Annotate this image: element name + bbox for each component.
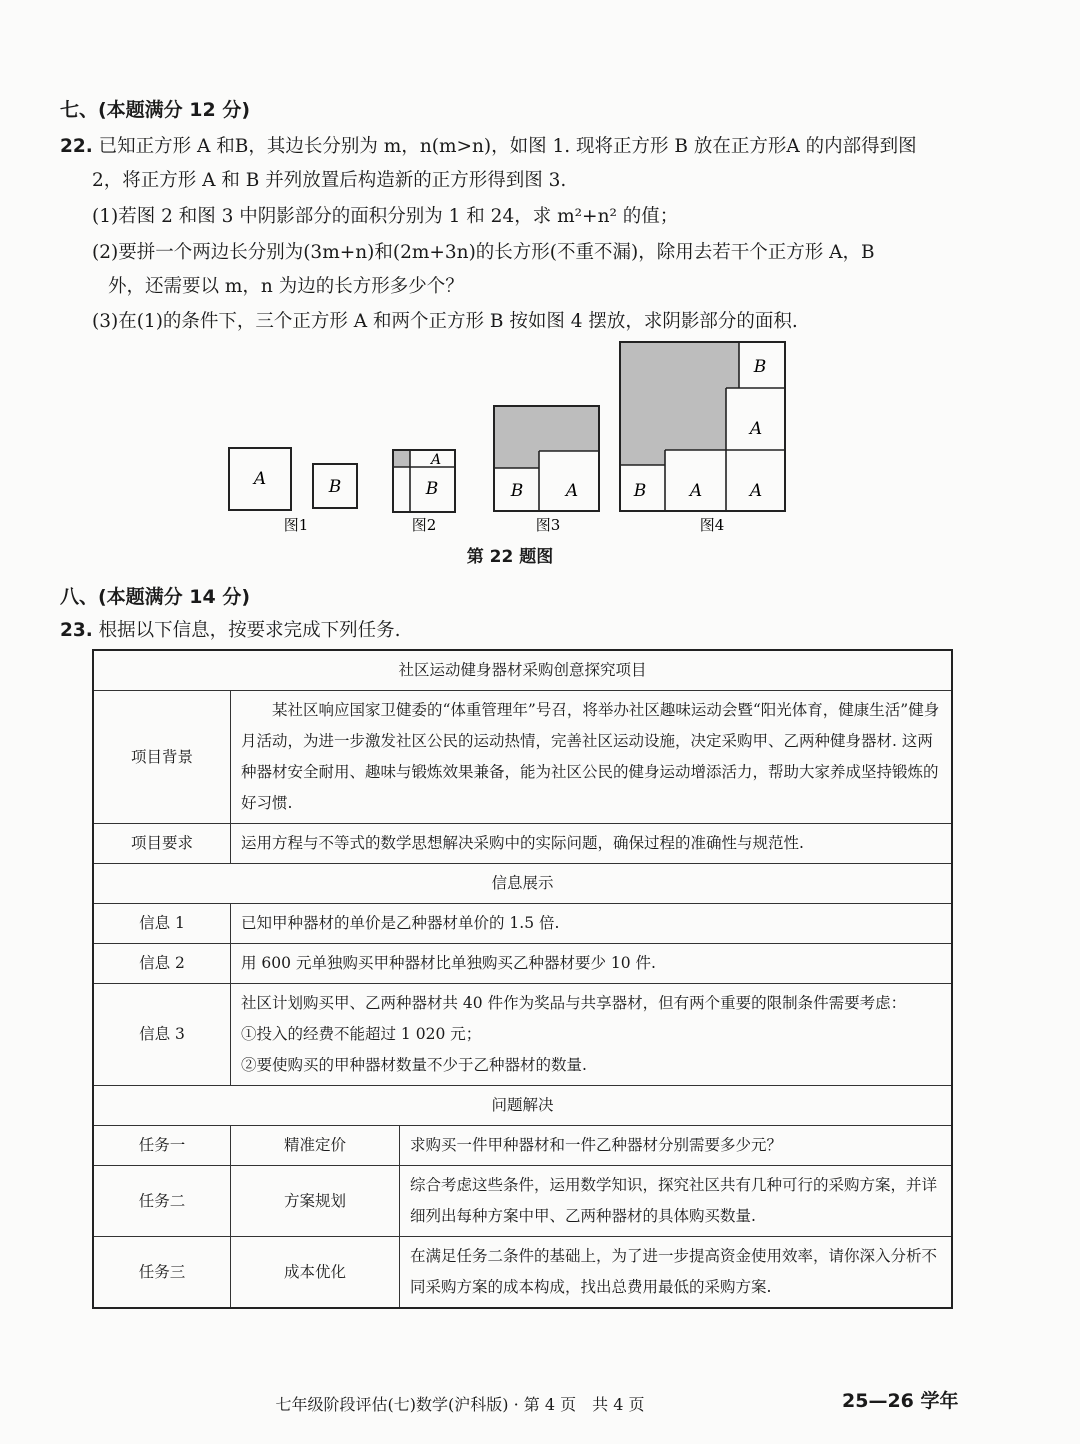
fig1-label-A: A	[253, 469, 267, 489]
table-title: 社区运动健身器材采购创意探究项目	[93, 650, 952, 691]
table-row	[93, 984, 952, 1086]
info2-label: 信息 2	[93, 944, 231, 984]
fig2-caption: 图2	[411, 516, 437, 534]
table-row	[93, 1166, 952, 1237]
fig4-label-A-right: A	[749, 419, 763, 439]
background-label: 项目背景	[93, 691, 231, 824]
q22-stem-1: 已知正方形 A 和B，其边长分别为 m，n(m>n)，如图 1. 现将正方形 B 放在正方形A 的内部得到图	[98, 136, 917, 157]
info2-text: 用 600 元单独购买甲种器材比单独购买乙种器材要少 10 件.	[231, 944, 953, 984]
fig4-group	[620, 342, 785, 534]
school-year: 25—26 学年	[842, 1390, 959, 1412]
fig2-label-B: B	[425, 479, 439, 499]
fig3-label-B: B	[510, 481, 524, 501]
task1-name: 精准定价	[231, 1126, 400, 1166]
task1-text: 求购买一件甲种器材和一件乙种器材分别需要多少元？	[400, 1126, 953, 1166]
project-table	[92, 649, 953, 1309]
task1-label: 任务一	[93, 1126, 231, 1166]
table-row	[93, 1237, 952, 1309]
q22-part2-line1: (2)要拼一个两边长分别为(3m+n)和(2m+3n)的长方形(不重不漏)，除用去若干个正方形 A，B	[92, 242, 875, 263]
q22-stem-2: 2，将正方形 A 和 B 并列放置后构造新的正方形得到图 3.	[92, 170, 567, 191]
figure-22-svg	[0, 330, 1080, 570]
task2-text: 综合考虑这些条件，运用数学知识，探究社区共有几种可行的采购方案，并详细列出每种方案中甲、乙两种器材的具体购买数量.	[400, 1166, 953, 1237]
info3-line2: ①投入的经费不能超过 1 020 元；	[241, 1025, 482, 1043]
table-row	[93, 944, 952, 984]
fig4-shaded	[620, 342, 739, 465]
q22-number: 22.	[60, 136, 93, 157]
q22-line1	[60, 132, 917, 158]
table-row	[93, 650, 952, 691]
q22-part3: (3)在(1)的条件下，三个正方形 A 和两个正方形 B 按如图 4 摆放，求阴影部分的面积.	[92, 311, 798, 332]
fig3-label-A: A	[565, 481, 579, 501]
info3-line1: 社区计划购买甲、乙两种器材共 40 件作为奖品与共享器材，但有两个重要的限制条件需要考虑：	[241, 994, 907, 1012]
q22-part2-line2: 外，还需要以 m，n 为边的长方形多少个？	[108, 276, 464, 297]
fig4-label-A-corner: A	[749, 481, 763, 501]
info-header: 信息展示	[93, 864, 952, 904]
task2-name: 方案规划	[231, 1166, 400, 1237]
task3-name: 成本优化	[231, 1237, 400, 1309]
fig3-caption: 图3	[535, 516, 561, 534]
table-row	[93, 1086, 952, 1126]
info1-text: 已知甲种器材的单价是乙种器材单价的 1.5 倍.	[231, 904, 953, 944]
page-footer: 七年级阶段评估(七)数学(沪科版) · 第 4 页 共 4 页	[275, 1395, 645, 1414]
q23-text: 根据以下信息，按要求完成下列任务.	[98, 620, 401, 641]
task3-label: 任务三	[93, 1237, 231, 1309]
fig2-label-A: A	[430, 452, 442, 468]
requirement-text: 运用方程与不等式的数学思想解决采购中的实际问题，确保过程的准确性与规范性.	[231, 824, 953, 864]
q23-number: 23.	[60, 620, 93, 641]
section-8-title: 八、(本题满分 14 分)	[60, 586, 251, 608]
fig4-label-B-top: B	[753, 357, 767, 377]
fig1-label-B: B	[328, 477, 342, 497]
info3-line3: ②要使购买的甲种器材数量不少于乙种器材的数量.	[241, 1056, 587, 1074]
fig1-group	[229, 448, 357, 534]
info3-cell	[231, 984, 953, 1086]
solve-header: 问题解决	[93, 1086, 952, 1126]
q22-part1: (1)若图 2 和图 3 中阴影部分的面积分别为 1 和 24，求 m²+n² 的值；	[92, 206, 679, 227]
info3-label: 信息 3	[93, 984, 231, 1086]
task2-label: 任务二	[93, 1166, 231, 1237]
fig3-group	[494, 406, 599, 534]
fig3-shaded	[494, 406, 599, 468]
fig4-label-B-bottom: B	[633, 481, 647, 501]
fig1-caption: 图1	[283, 516, 309, 534]
background-text: 某社区响应国家卫健委的“体重管理年”号召，将举办社区趣味运动会暨“阳光体育，健康生活”健身月活动，为进一步激发社区公民的运动热情，完善社区运动设施，决定采购甲、乙两种健身器材. 这两种器材安全耐用、趣味与锻炼效果兼备，能为社区公民的健身运动增添活力，帮助大家养成坚持锻炼的好习惯.	[231, 691, 953, 824]
table-row	[93, 1126, 952, 1166]
figure-caption: 第 22 题图	[466, 547, 554, 567]
task3-text: 在满足任务二条件的基础上，为了进一步提高资金使用效率，请你深入分析不同采购方案的成本构成，找出总费用最低的采购方案.	[400, 1237, 953, 1309]
fig2-shaded	[393, 450, 410, 467]
fig4-caption: 图4	[699, 516, 725, 534]
section-7-title: 七、(本题满分 12 分)	[60, 99, 251, 121]
table-row	[93, 824, 952, 864]
figure-22	[0, 330, 1080, 570]
q23-line	[60, 616, 401, 642]
fig2-group	[393, 450, 455, 534]
info1-label: 信息 1	[93, 904, 231, 944]
fig4-label-A-mid: A	[689, 481, 703, 501]
table-row	[93, 864, 952, 904]
table-row	[93, 691, 952, 824]
table-row	[93, 904, 952, 944]
requirement-label: 项目要求	[93, 824, 231, 864]
